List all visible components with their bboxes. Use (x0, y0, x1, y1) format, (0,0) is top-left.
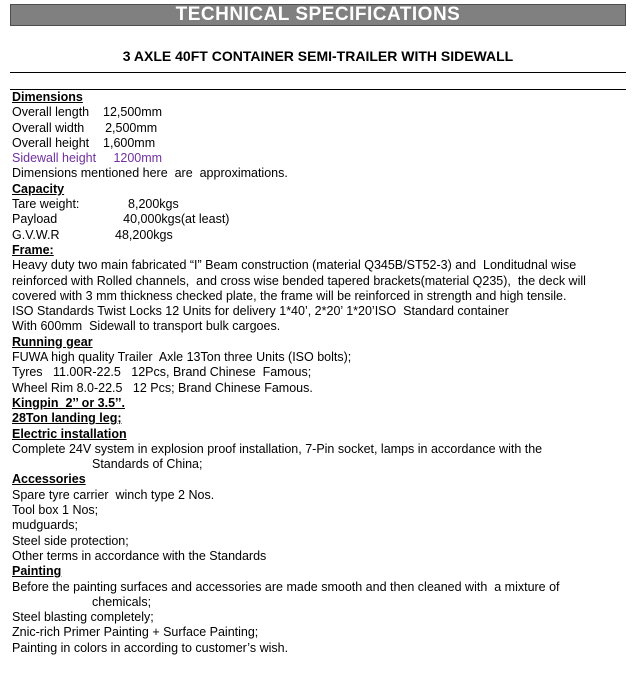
spec-line: Tare weight: 8,200kgs (12, 197, 179, 212)
spec-line: chemicals; (92, 594, 152, 609)
divider-top (10, 72, 626, 73)
spec-line: Complete 24V system in explosion proof installation, 7-Pin socket, lamps in accordance with the (12, 441, 543, 456)
section-heading-dimensions: Dimensions (12, 90, 83, 104)
spec-line: mudguards; (12, 518, 79, 533)
section-heading-kingpin: Kingpin 2’’ or 3.5’’. (12, 395, 125, 410)
spec-line: FUWA high quality Trailer Axle 13Ton three Units (ISO bolts); (12, 350, 352, 365)
spec-line: Overall width 2,500mm (12, 120, 158, 135)
spec-line: G.V.W.R 48,200kgs (12, 227, 173, 242)
section-heading-electric: Electric installation (12, 426, 127, 441)
section-heading-accessories: Accessories (12, 472, 86, 487)
spec-line: Heavy duty two main fabricated “I” Beam construction (material Q345B/ST52-3) and Londitudnal wise (12, 258, 577, 273)
spec-line: Other terms in accordance with the Standards (12, 548, 267, 563)
spec-line: Before the painting surfaces and accessories are made smooth and then cleaned with a mixture of (12, 579, 560, 594)
spec-line: Tyres 11.00R-22.5 12Pcs, Brand Chinese Famous; (12, 365, 312, 380)
spec-line: Painting in colors in according to customer’s wish. (12, 640, 289, 655)
section-heading-capacity: Capacity (12, 181, 65, 196)
banner-text: TECHNICAL SPECIFICATIONS (175, 4, 461, 25)
spec-line: Znic-rich Primer Painting + Surface Painting; (12, 625, 259, 640)
spec-line: Wheel Rim 8.0-22.5 12 Pcs; Brand Chinese Famous. (12, 380, 313, 395)
spec-line: covered with 3 mm thickness checked plate, the frame will be reinforced in strength and high tensile. (12, 288, 567, 303)
section-heading-frame: Frame: (12, 242, 54, 257)
section-heading-painting: Painting (12, 564, 62, 579)
document-title: 3 AXLE 40FT CONTAINER SEMI-TRAILER WITH SIDEWALL (122, 48, 514, 64)
spec-line: Standards of China; (92, 457, 203, 472)
spec-line: ISO Standards Twist Locks 12 Units for delivery 1*40’, 2*20’ 1*20’ISO Standard container (12, 304, 509, 319)
title-banner (10, 4, 626, 26)
spec-line: Steel side protection; (12, 533, 129, 548)
section-heading-running-gear: Running gear (12, 334, 93, 349)
section-heading-landing-leg: 28Ton landing leg; (12, 411, 122, 426)
spec-line: Payload 40,000kgs(at least) (12, 212, 230, 227)
spec-line: Tool box 1 Nos; (12, 503, 99, 518)
spec-line: reinforced with Rolled channels, and cross wise bended tapered brackets(material Q235), the deck will (12, 273, 586, 288)
spec-line-sidewall: Sidewall height 1200mm (12, 151, 163, 166)
spec-line: Overall length 12,500mm (12, 105, 163, 120)
spec-line: Steel blasting completely; (12, 610, 154, 625)
spec-line: Spare tyre carrier winch type 2 Nos. (12, 487, 215, 502)
spec-note: Dimensions mentioned here are approximations. (12, 166, 288, 181)
spec-line: With 600mm Sidewall to transport bulk cargoes. (12, 319, 281, 334)
spec-content (12, 90, 626, 656)
spec-line: Overall height 1,600mm (12, 135, 156, 150)
